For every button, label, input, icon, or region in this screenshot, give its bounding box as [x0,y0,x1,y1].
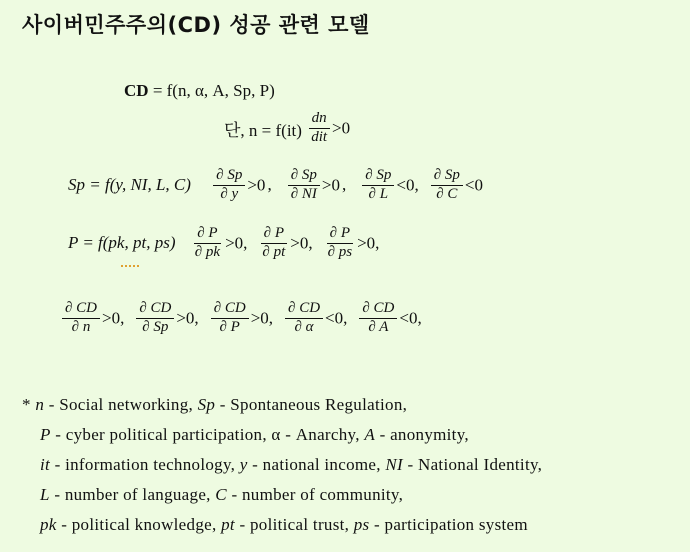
partial-derivative [134,301,198,336]
equation-sp [68,168,493,203]
legend-text: n [35,395,45,414]
fraction-denominator: ∂ P [219,318,240,335]
legend-text: - National Identity, [402,455,543,474]
legend-text: - number of community, [226,485,404,504]
legend-line [22,424,542,454]
legend-text: - Social networking, [44,395,198,414]
legend-text: P [40,425,51,444]
fraction [211,301,249,336]
legend-text: - anonymity, [375,425,469,444]
legend-text: L [40,485,50,504]
legend-line [22,484,542,514]
partial-derivative [286,168,351,203]
fraction-denominator: ∂ pk [194,243,221,260]
separator-comma: , [341,175,347,195]
fraction-numerator: ∂ CD [359,301,397,319]
fraction-numerator: ∂ Sp [362,168,394,186]
fraction-relation: <0, [399,308,422,328]
fraction-relation: >0 [332,118,351,138]
variable-legend [22,394,542,544]
fraction [431,168,463,203]
fraction-denominator: ∂ α [294,318,314,335]
equation-n-lhs: 단, n = f(it) [224,120,302,140]
fraction-relation: <0, [396,175,419,195]
legend-text: - Spontaneous Regulation, [215,395,408,414]
legend-text: Sp [197,395,216,414]
fraction [192,226,223,261]
equation-p-lhs: P = f(pk, pt, ps) [68,233,176,253]
equation-p [68,226,389,261]
legend-line [22,394,542,424]
fraction-denominator: ∂ A [368,318,389,335]
legend-text: ps [353,515,370,534]
fraction-numerator: ∂ Sp [288,168,320,186]
legend-text: pk [40,515,57,534]
legend-line [22,514,542,544]
fraction-numerator: ∂ P [261,226,287,244]
fraction-relation: >0, [357,233,380,253]
legend-text: - number of language, [49,485,216,504]
equation-sp-lhs: Sp = f(y, NI, L, C) [68,175,191,195]
equation-cd-rhs: = f(n, α, A, Sp, P) [148,81,275,100]
equation-cd-partials [60,301,432,336]
fraction-numerator: ∂ CD [211,301,249,319]
partial-derivative [283,301,347,336]
fraction-relation: >0, [250,308,274,328]
fraction-denominator: ∂ y [220,185,239,202]
legend-text: A [364,425,376,444]
fraction-dn-dit [308,111,330,146]
fraction-denominator: ∂ pt [262,243,286,260]
partial-derivative [323,226,380,261]
fraction-numerator: ∂ P [194,226,220,244]
fraction-numerator: ∂ Sp [431,168,463,186]
fraction [62,301,100,336]
legend-text: - political trust, [234,515,354,534]
fraction-denominator: ∂ C [436,185,458,202]
fraction-relation: >0, [290,233,313,253]
legend-line [22,454,542,484]
fraction [285,301,323,336]
legend-text: - national income, [247,455,386,474]
legend-text: α [271,425,281,444]
fraction [325,226,356,261]
legend-text: y [239,455,248,474]
legend-text: C [215,485,227,504]
fraction-relation: >0, [225,233,248,253]
fraction-relation: <0, [325,308,348,328]
fraction-numerator: ∂ CD [62,301,100,319]
legend-text: pt [221,515,235,534]
separator-comma: , [267,175,272,195]
spellcheck-underline [121,262,139,267]
fraction [359,301,397,336]
fraction [259,226,288,261]
partial-derivative [360,168,419,203]
legend-text: - information technology, [50,455,240,474]
fraction-denominator: ∂ Sp [142,318,169,335]
fraction-relation: >0, [102,308,125,328]
fraction-relation: >0 [321,175,340,195]
fraction-denominator: dit [311,128,328,145]
fraction-numerator: ∂ CD [136,301,174,319]
fraction-relation: <0 [464,175,483,195]
fraction-denominator: ∂ L [368,185,389,202]
page-title: 사이버민주주의(CD) 성공 관련 모델 [22,13,370,37]
fraction-relation: >0, [176,308,199,328]
fraction [213,168,245,203]
equation-n [224,111,350,146]
partial-derivative [257,226,312,261]
fraction [288,168,320,203]
partial-derivative [429,168,483,203]
fraction-relation: >0 [247,175,266,195]
partial-derivative [190,226,248,261]
equation-cd [124,81,275,101]
partial-derivative [209,301,273,336]
fraction [362,168,394,203]
legend-text: it [40,455,51,474]
fraction-denominator: ∂ n [71,318,91,335]
legend-text: - political knowledge, [56,515,222,534]
legend-text: - participation system [369,515,528,534]
fraction-numerator: ∂ CD [285,301,323,319]
fraction-numerator: dn [309,111,330,129]
fraction-numerator: ∂ P [327,226,353,244]
partial-derivative [357,301,421,336]
legend-text: * [22,395,36,414]
legend-text: NI [385,455,403,474]
fraction-numerator: ∂ Sp [213,168,245,186]
legend-text: - cyber political participation, [50,425,272,444]
partial-derivative [211,168,276,203]
equation-cd-lhs: CD [124,81,149,100]
legend-text: - Anarchy, [280,425,365,444]
fraction-denominator: ∂ NI [290,185,317,202]
fraction-denominator: ∂ ps [327,243,353,260]
fraction [136,301,174,336]
partial-derivative [60,301,124,336]
